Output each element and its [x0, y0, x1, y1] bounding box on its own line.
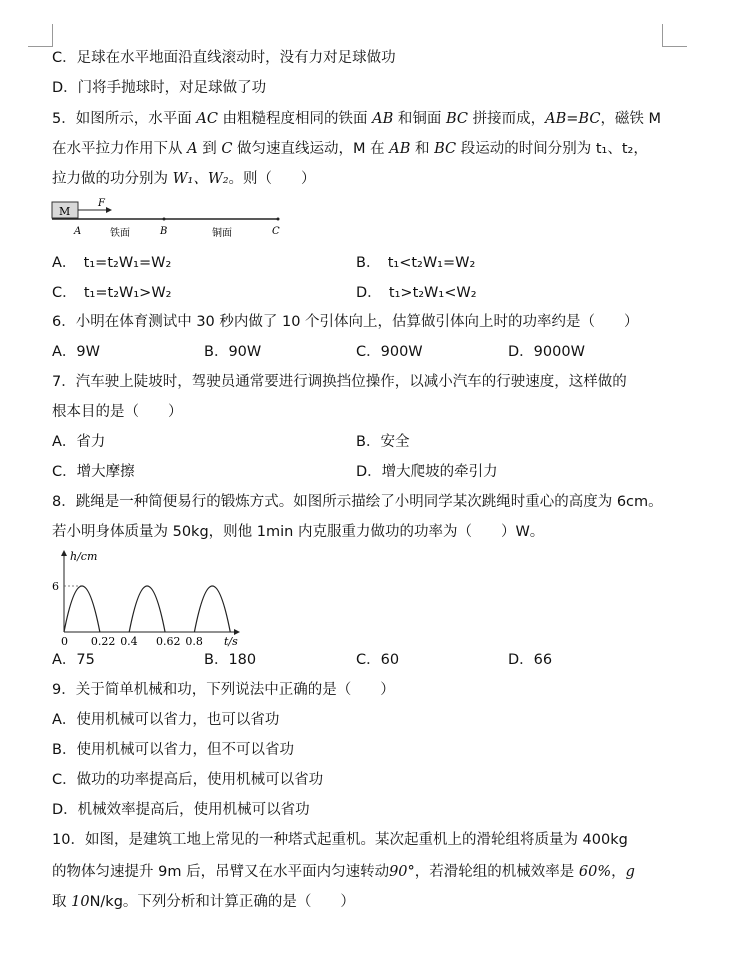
- q8-stem-line2: 若小明身体质量为 50kg，则他 1min 内克服重力做功的功率为（ ）W。: [52, 524, 545, 540]
- q6-option-a: A．9W: [52, 344, 100, 360]
- force-label: F: [98, 198, 105, 209]
- q7-stem-line2: 根本目的是（ ）: [52, 404, 183, 420]
- q6-option-d: D．9000W: [508, 344, 585, 360]
- q9-option-b: B．使用机械可以省力，但不可以省功: [52, 742, 294, 758]
- force-arrow-head: [106, 207, 112, 213]
- q7-option-a: A．省力: [52, 434, 106, 450]
- x-tick-label: 0.62: [156, 635, 181, 648]
- q6-stem: 6．小明在体育测试中 30 秒内做了 10 个引体向上，估算做引体向上时的功率约是（ ）: [52, 314, 639, 330]
- y-axis-label: h/cm: [70, 550, 98, 563]
- q10-stem-line2: 的物体匀速提升 9m 后，吊臂又在水平面内匀速转动90°，若滑轮组的机械效率是 60%，g: [52, 864, 635, 880]
- q8-chart: [46, 548, 236, 646]
- point-b-label: B: [160, 226, 168, 237]
- q9-stem: 9．关于简单机械和功，下列说法中正确的是（ ）: [52, 682, 395, 698]
- point-b-dot: [163, 218, 166, 221]
- q8-stem-line1: 8．跳绳是一种简便易行的锻炼方式。如图所示描绘了小明同学某次跳绳时重心的高度为 6cm。: [52, 494, 663, 510]
- q9-option-d: D．机械效率提高后，使用机械可以省功: [52, 802, 310, 818]
- q5-option-d: D． t₁>t₂W₁<W₂: [356, 285, 477, 301]
- point-c-dot: [277, 218, 280, 221]
- height-curve-segment: [64, 586, 100, 632]
- q9-option-c: C．做功的功率提高后，使用机械可以省功: [52, 772, 324, 788]
- q5-option-b: B． t₁<t₂W₁=W₂: [356, 255, 476, 271]
- x-tick-label: 0.22: [90, 635, 116, 648]
- q6-option-b: B．90W: [204, 344, 262, 360]
- copper-surface-label: 铜面: [212, 228, 232, 239]
- q8-option-a: A．75: [52, 652, 95, 668]
- x-tick-label: 0.4: [120, 635, 138, 648]
- x-tick-label: 0: [61, 635, 68, 648]
- q4-option-c: C．足球在水平地面沿直线滚动时，没有力对足球做功: [52, 50, 396, 66]
- q7-option-b: B．安全: [356, 434, 410, 450]
- x-tick-label: 0.8: [185, 635, 203, 648]
- q5-figure: [50, 196, 290, 242]
- height-curve-segment: [129, 586, 165, 632]
- q8-option-c: C．60: [356, 652, 400, 668]
- q6-option-c: C．900W: [356, 344, 423, 360]
- q5-stem-line3: 拉力做的功分别为 W₁、W₂。则（ ）: [52, 171, 316, 187]
- q5-option-c: C． t₁=t₂W₁>W₂: [52, 285, 172, 301]
- x-axis-label: t/s: [224, 635, 238, 648]
- point-a-label: A: [74, 226, 82, 237]
- q5-stem-line1: 5．如图所示，水平面 AC 由粗糙程度相同的铁面 AB 和铜面 BC 拼接而成，AB=BC，磁铁 M: [52, 111, 662, 127]
- point-c-label: C: [272, 226, 280, 237]
- magnet-label: M: [59, 205, 71, 218]
- y-tick-label: 6: [52, 580, 59, 593]
- iron-surface-label: 铁面: [110, 228, 130, 239]
- q7-option-c: C．增大摩擦: [52, 464, 135, 480]
- q5-option-a: A． t₁=t₂W₁=W₂: [52, 255, 172, 271]
- q8-option-d: D．66: [508, 652, 553, 668]
- height-curve-segment: [194, 586, 230, 632]
- crop-mark-top-left: [28, 24, 53, 47]
- q9-option-a: A．使用机械可以省力，也可以省功: [52, 712, 280, 728]
- q10-stem-line1: 10．如图，是建筑工地上常见的一种塔式起重机。某次起重机上的滑轮组将质量为 400kg: [52, 832, 628, 848]
- q8-option-b: B．180: [204, 652, 257, 668]
- crop-mark-top-right: [662, 24, 687, 47]
- q7-option-d: D．增大爬坡的牵引力: [356, 464, 498, 480]
- y-axis-arrow: [61, 550, 67, 556]
- q10-stem-line3: 取 10N/kg。下列分析和计算正确的是（ ）: [52, 894, 355, 910]
- q5-stem-line2: 在水平拉力作用下从 A 到 C 做匀速直线运动，M 在 AB 和 BC 段运动的时间分别为 t₁、t₂，: [52, 141, 648, 157]
- q7-stem-line1: 7．汽车驶上陡坡时，驾驶员通常要进行调换挡位操作，以减小汽车的行驶速度，这样做的: [52, 374, 627, 390]
- q4-option-d: D．门将手抛球时，对足球做了功: [52, 80, 267, 96]
